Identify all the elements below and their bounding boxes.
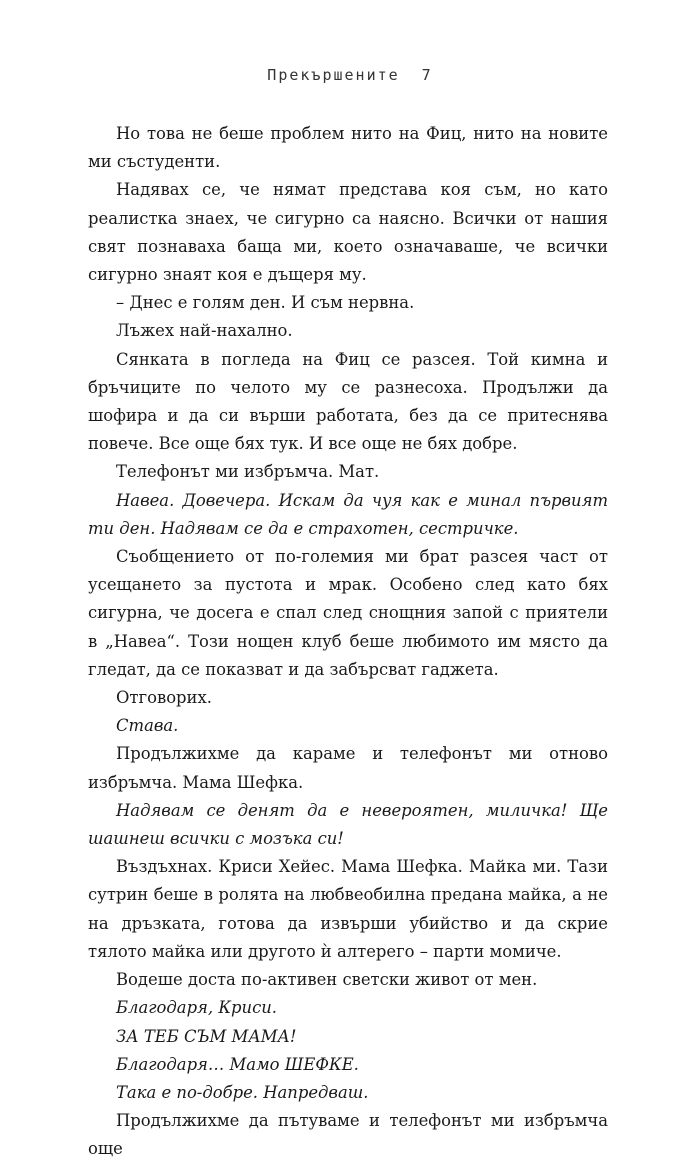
page-number: 7 [421, 66, 433, 84]
running-header [0, 66, 700, 84]
paragraph: Лъжех най-нахално. [116, 321, 293, 341]
paragraph: ЗА ТЕБ СЪМ МАМА! [116, 1026, 297, 1046]
paragraph: Става. [116, 716, 179, 736]
paragraph: Въздъхнах. Криси Хейес. Мама Шефка. Майка ми. Тази сутрин беше в ролята на любвеобилна предана майка, а не на дръзката, готова да извърши убийство и да скрие тялото майка или другото ѝ алтерего – парти момиче. [88, 857, 608, 961]
paragraph: Навеа. Довечера. Искам да чуя как е минал първият ти ден. Надявам се да е страхотен, сестричке. [88, 490, 608, 538]
paragraph: Но това не беше проблем нито на Фиц, нито на новите ми състуденти. [88, 124, 608, 172]
running-title: Прекършените [267, 66, 400, 84]
paragraph: Сянката в погледа на Фиц се разсея. Той кимна и бръчиците по челото му се разнесоха. Продължи да шофира и да си върши работата, без да се притеснява повече. Все още бях тук. И все още не бях добре. [88, 349, 608, 454]
paragraph: – Днес е голям ден. И съм нервна. [116, 293, 415, 313]
body-text [88, 120, 608, 1164]
paragraph: Телефонът ми избръмча. Мат. [116, 462, 380, 482]
paragraph: Продължихме да караме и телефонът ми отново избръмча. Мама Шефка. [88, 744, 608, 792]
paragraph: Отговорих. [116, 688, 212, 708]
paragraph: Продължихме да пътуваме и телефонът ми избръмча още [88, 1111, 608, 1159]
paragraph: Водеше доста по-активен светски живот от мен. [116, 970, 538, 990]
paragraph: Благодаря, Криси. [116, 998, 278, 1018]
paragraph: Така е по-добре. Напредваш. [116, 1082, 369, 1102]
paragraph: Благодаря… Мамо ШЕФКЕ. [116, 1054, 359, 1074]
paragraph: Надявах се, че нямат представа коя съм, но като реалистка знаех, че сигурно са наясно. Всички от нашия свят познаваха баща ми, което означаваше, че всички сигурно знаят коя е дъщеря му. [88, 180, 608, 285]
paragraph: Надявам се денят да е невероятен, миличка! Ще шашнеш всички с мозъка си! [88, 800, 608, 849]
paragraph: Съобщението от по-големия ми брат разсея част от усещането за пустота и мрак. Особено след като бях сигурна, че досега е спал след снощния запой с приятели в „Навеа“. Този нощен клуб беше любимото им място да гледат, да се показват и да забърсват гаджета. [88, 547, 608, 679]
